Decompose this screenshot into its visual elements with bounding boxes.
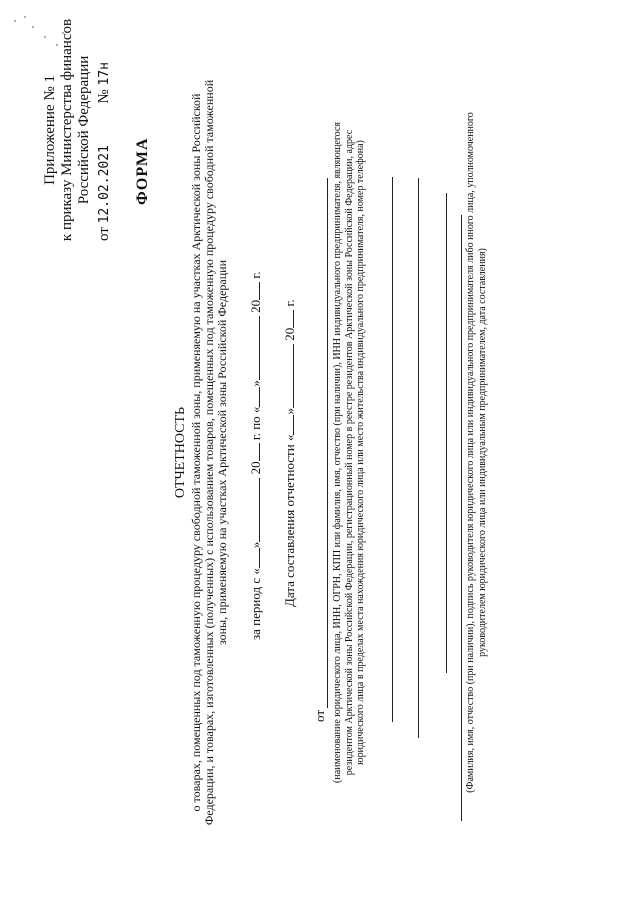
period-line [248,271,264,640]
fill-line-3[interactable] [446,193,447,673]
subtitle-line-3: зоны, применяемую на участках Арктической зоны Российской Федерации [215,260,229,645]
period-year-1: 20 [248,461,263,475]
fill-line-2[interactable] [418,178,419,738]
compilation-year: 20 [282,327,297,341]
compilation-quote-close: » [282,408,297,415]
signature-field-caption [465,0,488,905]
subtitle-line-1: о товарах, помещенных под таможенную процедуру свободной таможенной зоны, применяемую на участках Арктической зоны Российской [189,93,203,812]
from-caption-line-2: резидентом Арктической зоны Российской Федерации, регистрационный номер в реестре резидентов Арктической зоны Российской Федерации, адрес [343,129,355,776]
subtitle-line-2: Федерации, и товарах, изготовленных (полученных) с использованием товаров, помещенных под таможенную процедуру свободной таможенной [202,79,216,826]
order-date-line [96,11,113,241]
report-title: ОТЧЕТНОСТЬ [173,406,188,499]
period-quote-close-2: » [248,380,263,387]
period-to: г. по « [248,406,263,441]
compilation-date-line [282,299,298,607]
from-field-caption [332,0,367,905]
signature-caption-line-2: руководителем юридического лица или индивидуальным предпринимателем, дата составления) [476,248,488,657]
signature-caption-line-1: (Фамилия, имя, отчество (при наличии), подпись руководителя юридического лица или индивидуального предпринимателя либо иного лица, уполномоченного [465,112,476,793]
compilation-year-suffix: г. [282,299,297,307]
ministry-name: Российской Федерации [76,55,92,205]
compilation-label: Дата составления отчетности « [282,434,297,607]
appendix-header [42,15,93,245]
order-reference: к приказу Министерства финансов [59,18,75,242]
signature-field-line[interactable] [461,215,462,821]
period-year-2: 20 [248,299,263,313]
order-number: 17н [97,62,112,86]
from-caption-line-1: (наименование юридического лица, ИНН, ОГРН, КПП или фамилия, имя, отчество (при наличии), ИНН индивидуального предпринимателя, являющегося [332,122,343,783]
from-field-line[interactable] [327,178,328,708]
order-date: 12.02.2021 [97,145,112,224]
from-caption-line-3: юридического лица в пределах места нахождения юридического лица или место жительства индивидуального предпринимателя, номер телефона) [355,140,366,765]
number-label: № [96,89,112,104]
date-prefix: от [96,227,112,241]
form-label: ФОРМА [134,137,151,205]
period-quote-close: » [248,541,263,549]
report-subtitle [190,0,229,905]
period-prefix: за период с « [248,568,263,640]
period-year-suffix: г. [248,271,263,279]
appendix-number: Приложение № 1 [42,75,58,185]
fill-line-1[interactable] [392,177,393,722]
from-label: от [312,709,327,722]
